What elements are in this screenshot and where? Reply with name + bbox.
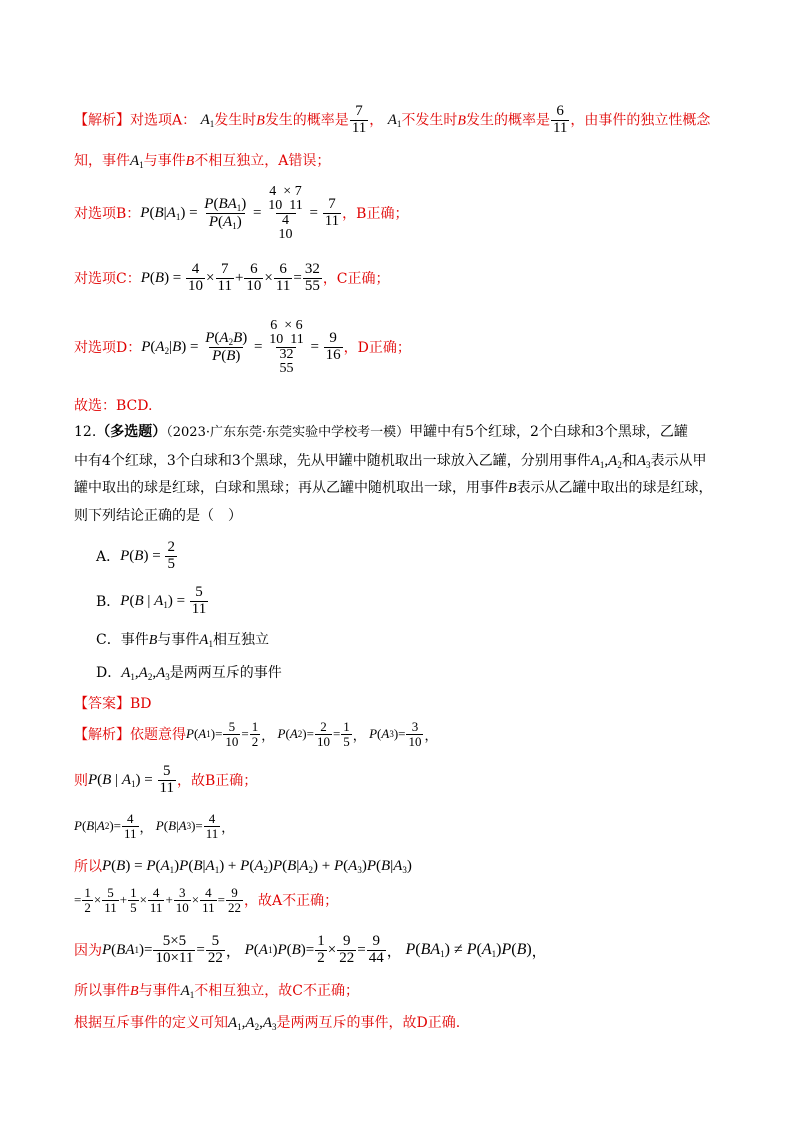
text-seg: 根据互斥事件的定义可知 bbox=[74, 1015, 228, 1031]
question-number: 12. bbox=[74, 424, 97, 440]
option-a: A． P(B) = $\frac{2}{5}$ bbox=[96, 539, 175, 572]
answer: 【答案】BD bbox=[74, 696, 152, 712]
text-seg: 不相互独立，故C不正确； bbox=[194, 983, 359, 999]
text-seg: 不相互独立，A错误； bbox=[194, 153, 331, 169]
text-seg: 是两两互斥的事件 bbox=[169, 665, 282, 681]
analysis-line-6: 因为 P ( BA 1 )= $\frac{5\times 5}{10\times 11}$ = $\frac{5}{22}$ ， P ( A 1 ) P ( B )= $\frac{1}{2}$ × $\frac{9}{22}$ = $\frac{9}{44}$ ， $P(BA_1) \ne P(A_1)P(B)$ ， bbox=[74, 933, 547, 966]
text-seg: 与事件 bbox=[157, 632, 200, 648]
text-seg: 是两两互斥的事件，故D正确. bbox=[276, 1015, 461, 1031]
text-seg: D． bbox=[96, 665, 122, 681]
text-seg: 因为 bbox=[74, 943, 102, 960]
analysis-line-4: 所以 $P(B) = P(A_1)P(B|A_1) + P(A_2)P(B|A_2) + P(A_3)P(B|A_3)$ bbox=[74, 857, 412, 875]
question-line-1 bbox=[74, 421, 688, 441]
text-seg: 所以 bbox=[74, 859, 102, 875]
math-A1: $A_1$ bbox=[130, 153, 144, 170]
text-seg: 罐中取出的球是红球，白球和黑球；再从乙罐中随机取出一球，用事件 bbox=[74, 480, 508, 496]
text-seg: ，C正确； bbox=[322, 271, 390, 288]
analysis-line-5: = $\frac{1}{2}$ × $\frac{5}{11}$ + $\frac{1}{5}$ × $\frac{4}{11}$ + $\frac{3}{10}$ × $\frac{4}{11}$ = $\frac{9}{22}$ ，故A不正确； bbox=[74, 885, 339, 915]
analysis-line-8: 根据互斥事件的定义可知$A_1,A_2,A_3$是两两互斥的事件，故D正确. bbox=[74, 1015, 461, 1032]
text-seg: 与事件 bbox=[143, 153, 186, 169]
text-seg: ，由事件的独立性概念 bbox=[570, 112, 711, 129]
text-seg: 与事件 bbox=[138, 983, 181, 999]
text-seg: 对选项C： bbox=[74, 271, 141, 288]
analysis-line-7: 所以事件B与事件$A_1$不相互独立，故C不正确； bbox=[74, 983, 359, 1000]
derivation-b bbox=[74, 178, 408, 248]
question-tag: （多选题） bbox=[96, 424, 167, 440]
text-seg: 不发生时 bbox=[401, 112, 458, 129]
text-seg: 对选项B： bbox=[74, 206, 141, 222]
analysis-line-a2: 知，事件$A_1$与事件B不相互独立，A错误； bbox=[74, 153, 331, 170]
question-line-2: 中有4个红球，3个白球和3个黑球，先从甲罐中随机取出一球放入乙罐，分别用事件$A_1,A_2$和$A_3$表示从甲 bbox=[74, 453, 707, 470]
text-seg: C．事件 bbox=[96, 632, 149, 648]
text-seg: 相互独立 bbox=[212, 632, 269, 648]
option-d: D．$A_1,A_2,A_3$是两两互斥的事件 bbox=[96, 665, 282, 682]
math-A1: $A_1$ bbox=[200, 112, 215, 130]
analysis-line-2: 则 P(B | $A_1$) = $\frac{5}{11}$ ，故B正确； bbox=[74, 763, 258, 796]
text-seg: 依题意得 bbox=[130, 727, 186, 744]
derivation-c bbox=[74, 262, 390, 295]
derivation-d bbox=[74, 312, 411, 382]
text-seg: 表示从甲 bbox=[650, 453, 707, 469]
text-seg: B． bbox=[96, 594, 121, 611]
text-seg: 对选项A： bbox=[130, 112, 197, 129]
text-seg: ，故B正确； bbox=[176, 773, 258, 790]
text-seg: 则 bbox=[74, 773, 88, 790]
formula-d: $P(A_2|B)$ = $\frac{P(A_2B)}{P(B)}$ = 6 × 6 10 11 32 55 = $\frac{9}{16}$ bbox=[141, 317, 341, 376]
text-seg: 对选项D： bbox=[74, 340, 142, 356]
question-line-4: 则下列结论正确的是（ ） bbox=[74, 508, 242, 524]
analysis-line-1: 【解析】 依题意得 P ( A 1 )= $\frac{5}{10}$ = $\frac{1}{2}$ ， P ( A 2 )= $\frac{2}{10}$ = $\frac{1}{5}$ ， P ( A 3 )= $\frac{3}{10}$ ， bbox=[74, 719, 438, 749]
analysis-label: 【解析】 bbox=[74, 112, 130, 129]
math-A1: $A_1$ bbox=[387, 112, 402, 130]
text-seg: 发生时 bbox=[214, 112, 257, 129]
text-seg: 所以事件 bbox=[74, 983, 130, 999]
text-seg: 发生的概率是 bbox=[465, 112, 550, 129]
text-seg: A． bbox=[96, 549, 121, 566]
text-seg: ，D正确； bbox=[343, 340, 411, 356]
analysis-line-3: P ( B | A 2 )= $\frac{4}{11}$ ， P ( B | A 3 )= $\frac{4}{11}$ ， bbox=[74, 811, 235, 841]
question-line-3: 罐中取出的球是红球，白球和黑球；再从乙罐中随机取出一球，用事件B表示从乙罐中取出的球是红球， bbox=[74, 480, 713, 496]
text-seg: 知，事件 bbox=[74, 153, 130, 169]
text-seg: ，故A不正确； bbox=[244, 893, 339, 910]
text-seg: ， bbox=[369, 112, 384, 129]
text-seg: 中有4个红球，3个白球和3个黑球，先从甲罐中随机取出一球放入乙罐，分别用事件 bbox=[74, 453, 591, 469]
formula-c: P(B) = $\frac{4}{10}$ × $\frac{7}{11}$ + $\frac{6}{10}$ × $\frac{6}{11}$ = $\frac{32}{55}$ bbox=[140, 261, 320, 294]
text-seg: ，B正确； bbox=[342, 206, 409, 222]
final-choice: 故选：BCD. bbox=[74, 398, 153, 414]
text-seg: 发生的概率是 bbox=[264, 112, 349, 129]
analysis-line-a1: 【解析】对选项A： $A_1$发生时B发生的概率是 $\frac{7}{11}$ ， $A_1$不发生时B发生的概率是 $\frac{6}{11}$ ，由事件的独立性概念 bbox=[74, 103, 711, 136]
fraction: $\frac{7}{11}$ bbox=[351, 103, 367, 136]
text-seg: 甲罐中有5个红球，2个白球和3个黑球，乙罐 bbox=[409, 424, 688, 440]
option-b: B． P(B | $A_1$) = $\frac{5}{11}$ bbox=[96, 584, 207, 617]
fraction: $\frac{6}{11}$ bbox=[552, 103, 568, 136]
analysis-label: 【解析】 bbox=[74, 727, 130, 744]
question-source: （2023·广东东莞·东莞实验中学校考一模） bbox=[166, 425, 410, 440]
option-c: C．事件B与事件$A_1$相互独立 bbox=[96, 632, 269, 649]
formula-b: $P(B|A_1)$ = $\frac{P(BA_1)}{P(A_1)}$ = 4 × 7 10 11 4 10 = $\frac{7}{11}$ bbox=[140, 183, 340, 242]
text-seg: 表示从乙罐中取出的球是红球， bbox=[516, 480, 713, 496]
